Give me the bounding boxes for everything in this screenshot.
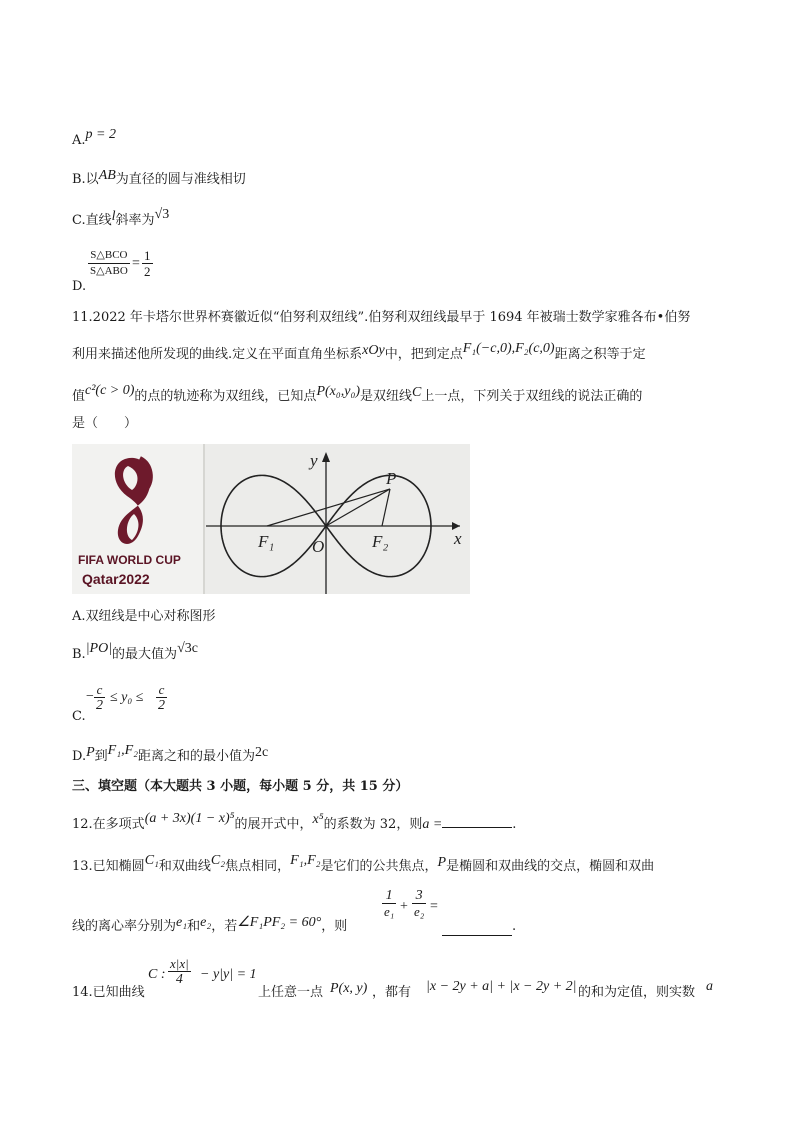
q12-answer-blank[interactable] xyxy=(442,827,512,828)
q13-fraction-1: $\frac{1}{\text{e₁}}$ xyxy=(384,888,395,919)
question-12: 12.在多项式(a + 3x)(1 − x)⁵的展开式中，x⁵的系数为 32，则a = . xyxy=(72,811,517,832)
point-p-label: P xyxy=(386,469,397,488)
c-fraction-right: $\frac{c}{2}$ xyxy=(158,682,165,713)
axis-x-label: x xyxy=(454,529,462,548)
q10-option-a: A.p = 2 xyxy=(72,127,116,148)
q13-fraction-2: $\frac{3}{\text{e₂}}$ xyxy=(414,888,425,919)
q11-option-a: A.双纽线是中心对称图形 xyxy=(72,609,216,624)
question-14: 14.已知曲线 C : $\frac{x|x|}{4}$ − y|y| = 1 上任意一点 P(x, y) ，都有 |x − 2y + a| + |x − 2y + 2| 的和为定值，则实数 a xyxy=(72,956,713,1000)
focus-f2-label: F₂ xyxy=(372,532,389,551)
q11-line-4: 是（ ） xyxy=(72,416,138,431)
question-13-line-1: 13.已知椭圆C₁和双曲线C₂焦点相同，F₁,F₂是它们的公共焦点，P是椭圆和双曲线的交点，椭圆和双曲 xyxy=(72,853,655,874)
q14-fraction: $\frac{x|x|}{4}$ xyxy=(170,956,189,987)
section-3-heading: 三、填空题（本大题共 3 小题，每小题 5 分，共 15 分） xyxy=(72,779,409,794)
c-fraction-left: $\frac{c}{2}$ xyxy=(96,682,103,713)
axis-y-label: y xyxy=(310,451,318,470)
origin-label: O xyxy=(312,537,325,556)
focus-f1-label: F₁ xyxy=(258,532,275,551)
figure-svg xyxy=(72,444,470,594)
question-13-line-2: 线的离心率分别为e₁和e₂，若∠F₁PF₂ = 60°，则 $\frac{1}{\text{e₁}}$ + $\frac{3}{\text{e₂}}$ = . xyxy=(72,888,517,934)
q11-line-3: 值c²(c > 0)的点的轨迹称为双纽线，已知点P(x₀,y₀)是双纽线C上一点，下列关于双纽线的说法正确的 xyxy=(72,383,643,404)
d-fraction-left: S△BCO S△ABO xyxy=(90,249,128,277)
q11-option-d: D.P到F₁,F₂距离之和的最小值为2c xyxy=(72,743,269,764)
q10-option-b: B.以AB为直径的圆与准线相切 xyxy=(72,168,246,187)
q11-line-1: 11.2022 年卡塔尔世界杯赛徽近似“伯努利双纽线”.伯努利双纽线最早于 1694 年被瑞士数学家雅各布•伯努 xyxy=(72,310,691,325)
lemniscate-figure xyxy=(72,444,470,594)
logo-text-2: Qatar2022 xyxy=(82,571,150,587)
q13-answer-blank[interactable] xyxy=(442,918,512,936)
d-fraction-right: $\frac{1}{2}$ xyxy=(144,248,151,279)
logo-text-1: FIFA WORLD CUP xyxy=(78,553,181,567)
q10-option-c: C.直线l斜率为√3 xyxy=(72,207,170,228)
q11-line-2: 利用来描述他所发现的曲线.定义在平面直角坐标系xOy中，把到定点F₁(−c,0),F₂(c,0)距离之积等于定 xyxy=(72,341,646,362)
q11-option-b: B.|PO|的最大值为√3c xyxy=(72,641,198,662)
